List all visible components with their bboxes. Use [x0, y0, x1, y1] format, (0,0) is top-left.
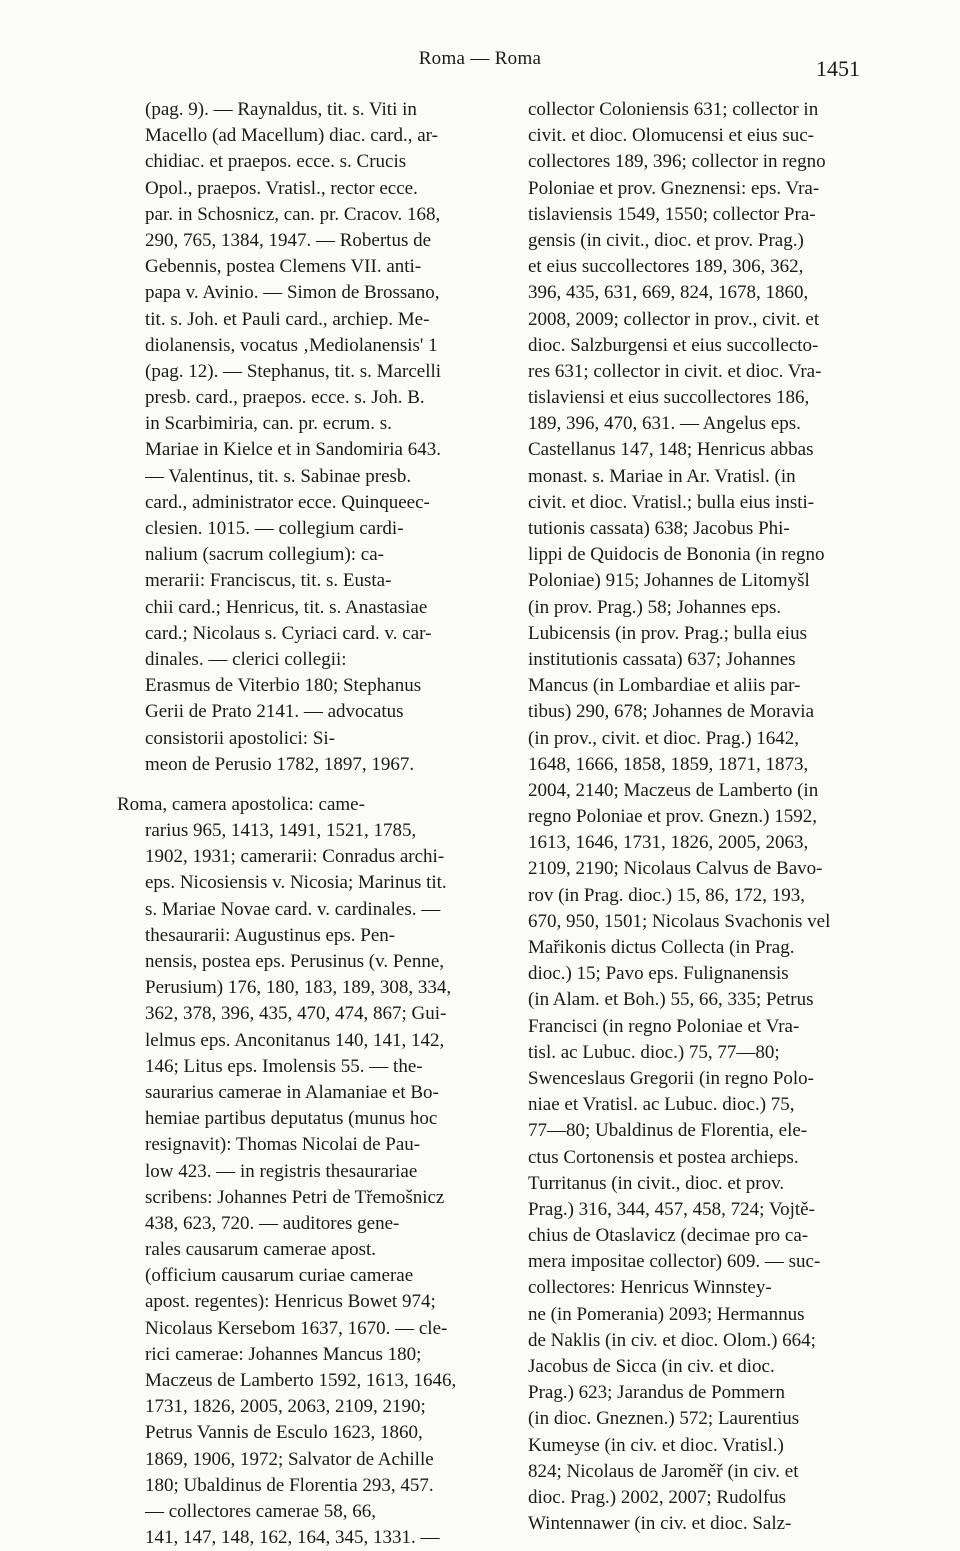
paragraph-gap: [145, 778, 481, 792]
text-line: gensis (in civit., dioc. et prov. Prag.): [528, 229, 804, 251]
text-line: 670, 950, 1501; Nicolaus Svachonis vel: [528, 910, 831, 932]
text-line: civit. et dioc. Vratisl.; bulla eius insti-: [528, 491, 815, 513]
text-line: par. in Schosnicz, can. pr. Cracov. 168,: [145, 203, 441, 225]
text-line: chii card.; Henricus, tit. s. Anastasiae: [145, 596, 428, 618]
text-line: et eius succollectores 189, 306, 362,: [528, 256, 804, 278]
text-line: collectores: Henricus Winnstey-: [528, 1277, 772, 1299]
text-line: 1869, 1906, 1972; Salvator de Achille: [145, 1448, 434, 1470]
text-line: — collectores camerae 58, 66,: [145, 1500, 377, 1522]
text-line: tisl. ac Lubuc. dioc.) 75, 77—80;: [528, 1041, 780, 1063]
text-line: clesien. 1015. — collegium cardi-: [145, 518, 404, 539]
page-number: 1451: [816, 56, 860, 81]
text-line: (in Alam. et Boh.) 55, 66, 335; Petrus: [528, 989, 814, 1011]
text-line: thesaurarii: Augustinus eps. Pen-: [145, 924, 396, 946]
text-line: Erasmus de Viterbio 180; Stephanus: [145, 675, 422, 697]
text-line: Macello (ad Macellum) diac. card., ar-: [145, 125, 438, 147]
text-line: 396, 435, 631, 669, 824, 1678, 1860,: [528, 282, 809, 304]
text-line: Swenceslaus Gregorii (in regno Polo-: [528, 1067, 814, 1089]
text-line: nalium (sacrum collegium): ca-: [145, 544, 384, 566]
text-line: 290, 765, 1384, 1947. — Robertus de: [145, 229, 432, 251]
text-line: Turritanus (in civit., dioc. et prov.: [528, 1172, 785, 1194]
text-line: 362, 378, 396, 435, 470, 474, 867; Gui-: [145, 1003, 447, 1025]
text-line: ne (in Pomerania) 2093; Hermannus: [528, 1303, 805, 1325]
text-line: Poloniae) 915; Johannes de Litomyšl: [528, 570, 810, 592]
text-line: Mancus (in Lombardiae et aliis par-: [528, 675, 801, 697]
text-line: collectores 189, 396; collector in regno: [528, 151, 826, 173]
text-line: rov (in Prag. dioc.) 15, 86, 172, 193,: [528, 884, 806, 906]
text-line: Francisci (in regno Poloniae et Vra-: [528, 1015, 800, 1037]
text-line: regno Poloniae et prov. Gnezn.) 1592,: [528, 806, 817, 828]
text-line: de Naklis (in civ. et dioc. Olom.) 664;: [528, 1329, 816, 1351]
text-line: Opol., praepos. Vratisl., rector ecce.: [145, 177, 418, 199]
text-line: tit. s. Joh. et Pauli card., archiep. Me-: [145, 308, 430, 330]
text-line: Mariae in Kielce et in Sandomiria 643.: [145, 439, 441, 461]
text-line: tibus) 290, 678; Johannes de Moravia: [528, 701, 815, 723]
text-line: tutionis cassata) 638; Jacobus Phi-: [528, 518, 790, 539]
text-line: dioc.) 15; Pavo eps. Fulignanensis: [528, 963, 789, 985]
text-line: 1731, 1826, 2005, 2063, 2109, 2190;: [145, 1396, 426, 1418]
text-line: 141, 147, 148, 162, 164, 345, 1331. —: [145, 1527, 440, 1549]
text-line: Prag.) 623; Jarandus de Pommern: [528, 1382, 785, 1404]
text-line: Perusium) 176, 180, 183, 189, 308, 334,: [145, 977, 452, 999]
text-line: saurarius camerae in Alamaniae et Bo-: [145, 1081, 439, 1103]
text-line: res 631; collector in civit. et dioc. Vra-: [528, 360, 822, 382]
text-line: rici camerae: Johannes Mancus 180;: [145, 1343, 422, 1365]
text-line: rarius 965, 1413, 1491, 1521, 1785,: [145, 820, 417, 842]
text-line: apost. regentes): Henricus Bowet 974;: [145, 1291, 436, 1313]
text-line: low 423. — in registris thesaurariae: [145, 1160, 418, 1182]
text-line: Prag.) 316, 344, 457, 458, 724; Vojtě-: [528, 1198, 815, 1220]
text-line: 824; Nicolaus de Jaroměř (in civ. et: [528, 1460, 799, 1482]
running-title: Roma — Roma: [418, 48, 542, 69]
text-line: card., administrator ecce. Quinqueec-: [145, 491, 430, 513]
text-line: 438, 623, 720. — auditores gene-: [145, 1212, 400, 1234]
text-line: scribens: Johannes Petri de Třemošnicz: [145, 1186, 445, 1208]
text-line: Maczeus de Lamberto 1592, 1613, 1646,: [145, 1370, 457, 1391]
text-line: institutionis cassata) 637; Johannes: [528, 648, 796, 670]
text-line: Poloniae et prov. Gneznensi: eps. Vra-: [528, 177, 820, 199]
text-line: 146; Litus eps. Imolensis 55. — the-: [145, 1055, 423, 1077]
text-line: 180; Ubaldinus de Florentia 293, 457.: [145, 1474, 434, 1496]
right-column: [528, 97, 864, 1537]
text-line: (pag. 9). — Raynaldus, tit. s. Viti in: [145, 99, 417, 120]
text-line: 189, 396, 470, 631. — Angelus eps.: [528, 413, 801, 435]
text-line: eps. Nicosiensis v. Nicosia; Marinus tit.: [145, 872, 447, 894]
text-line: 2008, 2009; collector in prov., civit. et: [528, 308, 820, 330]
text-line: nensis, postea eps. Perusinus (v. Penne,: [145, 951, 445, 972]
text-line: Lubicensis (in prov. Prag.; bulla eius: [528, 622, 807, 644]
text-line: hemiae partibus deputatus (munus hoc: [145, 1108, 438, 1130]
text-line: (in prov. Prag.) 58; Johannes eps.: [528, 596, 782, 618]
text-line: (in dioc. Gneznen.) 572; Laurentius: [528, 1408, 800, 1430]
text-line: dinales. — clerici collegii:: [145, 648, 347, 670]
text-line: consistorii apostolici: Si-: [145, 727, 335, 749]
text-line: Wintennawer (in civ. et dioc. Salz-: [528, 1513, 792, 1535]
text-line: — Valentinus, tit. s. Sabinae presb.: [145, 465, 412, 487]
text-line: rales causarum camerae apost.: [145, 1239, 377, 1261]
text-line: (pag. 12). — Stephanus, tit. s. Marcelli: [145, 360, 442, 382]
text-line: 1902, 1931; camerarii: Conradus archi-: [145, 846, 445, 868]
text-line: 2004, 2140; Maczeus de Lamberto (in: [528, 779, 819, 801]
text-line: papa v. Avinio. — Simon de Brossano,: [145, 282, 440, 304]
text-line: monast. s. Mariae in Ar. Vratisl. (in: [528, 465, 796, 487]
text-line: diolanensis, vocatus ‚Mediolanensis' 1: [145, 334, 438, 356]
text-line: chidiac. et praepos. ecce. s. Crucis: [145, 151, 407, 173]
text-line: mera impositae collector) 609. — suc-: [528, 1251, 821, 1273]
entry-heading-line: Roma, camera apostolica: came-: [117, 793, 365, 815]
text-line: 77—80; Ubaldinus de Florentia, ele-: [528, 1120, 808, 1142]
text-line: merarii: Franciscus, tit. s. Eusta-: [145, 570, 392, 592]
text-line: ctus Cortonensis et postea archieps.: [528, 1146, 799, 1168]
text-line: dioc. Prag.) 2002, 2007; Rudolfus: [528, 1486, 787, 1508]
text-line: presb. card., praepos. ecce. s. Joh. B.: [145, 387, 425, 409]
text-line: Gerii de Prato 2141. — advocatus: [145, 701, 404, 723]
text-line: Nicolaus Kersebom 1637, 1670. — cle-: [145, 1317, 448, 1339]
text-line: chius de Otaslavicz (decimae pro ca-: [528, 1225, 809, 1247]
text-line: Jacobus de Sicca (in civ. et dioc.: [528, 1356, 775, 1377]
text-line: s. Mariae Novae card. v. cardinales. —: [145, 898, 441, 920]
text-line: resignavit): Thomas Nicolai de Pau-: [145, 1134, 421, 1156]
text-line: collector Coloniensis 631; collector in: [528, 99, 819, 120]
text-line: tislaviensis 1549, 1550; collector Pra-: [528, 203, 816, 225]
text-line: Mařikonis dictus Collecta (in Prag.: [528, 937, 795, 958]
text-line: 1613, 1646, 1731, 1826, 2005, 2063,: [528, 832, 809, 854]
text-line: (in prov., civit. et dioc. Prag.) 1642,: [528, 727, 800, 749]
text-line: dioc. Salzburgensi et eius succollecto-: [528, 334, 819, 356]
text-line: (officium causarum curiae camerae: [145, 1265, 414, 1287]
left-column: [117, 97, 481, 1551]
text-line: civit. et dioc. Olomucensi et eius suc-: [528, 125, 814, 147]
text-line: Gebennis, postea Clemens VII. anti-: [145, 256, 422, 278]
text-line: Petrus Vannis de Esculo 1623, 1860,: [145, 1422, 423, 1444]
text-line: niae et Vratisl. ac Lubuc. dioc.) 75,: [528, 1094, 795, 1116]
text-line: 2109, 2190; Nicolaus Calvus de Bavo-: [528, 858, 823, 880]
text-line: meon de Perusio 1782, 1897, 1967.: [145, 753, 415, 775]
text-line: Castellanus 147, 148; Henricus abbas: [528, 439, 814, 461]
text-line: lippi de Quidocis de Bononia (in regno: [528, 544, 825, 566]
text-line: Kumeyse (in civ. et dioc. Vratisl.): [528, 1434, 784, 1456]
text-line: card.; Nicolaus s. Cyriaci card. v. car-: [145, 622, 432, 644]
text-line: tislaviensi et eius succollectores 186,: [528, 387, 810, 409]
text-line: in Scarbimiria, can. pr. ecrum. s.: [145, 413, 392, 435]
text-line: lelmus eps. Anconitanus 140, 141, 142,: [145, 1029, 445, 1051]
text-line: 1648, 1666, 1858, 1859, 1871, 1873,: [528, 753, 809, 775]
